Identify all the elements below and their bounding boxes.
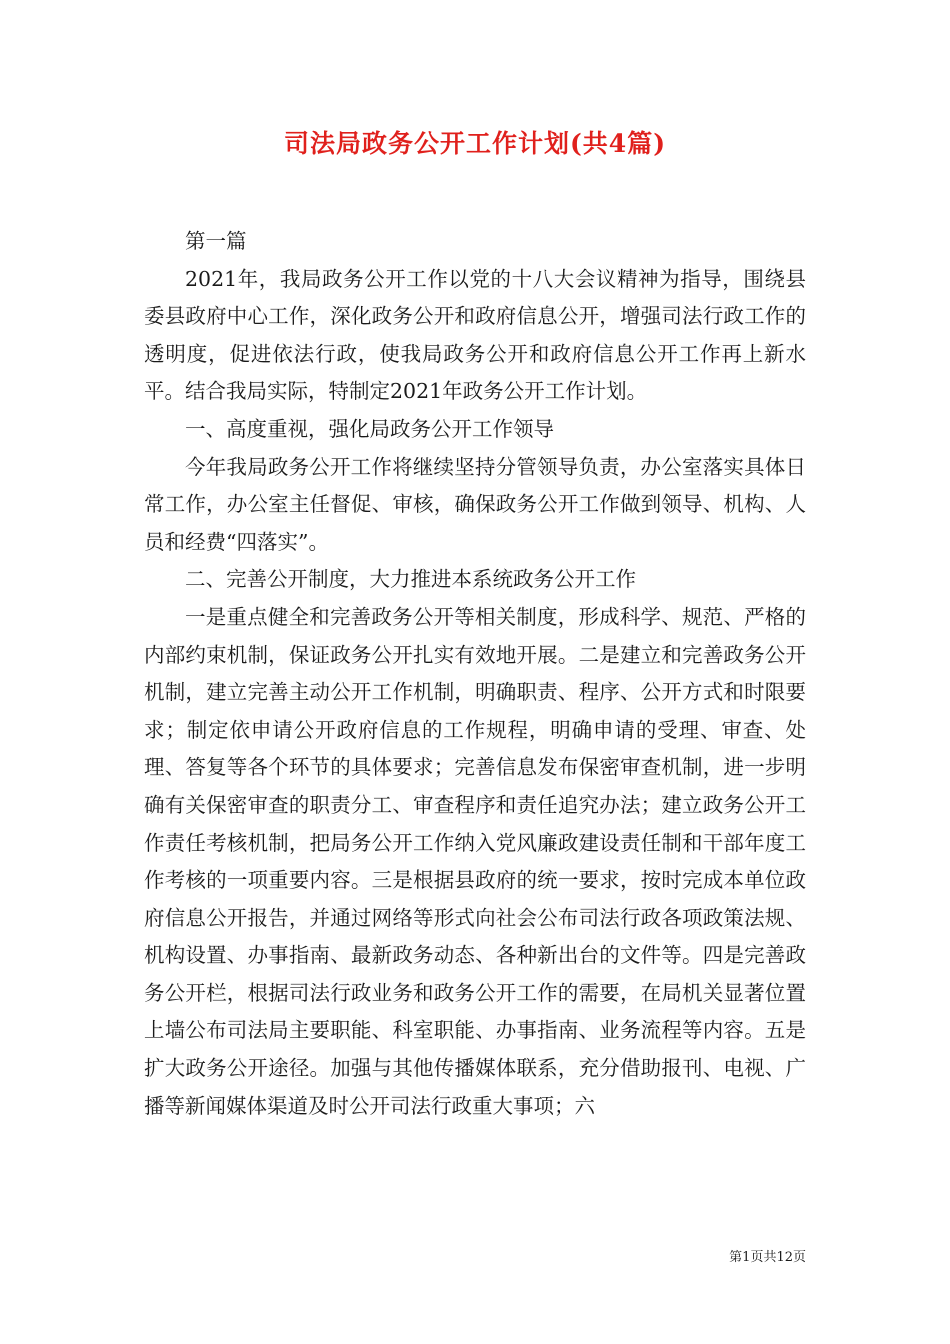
section-heading-one: 一、高度重视，强化局政务公开工作领导 (185, 416, 554, 441)
section-heading-two: 二、完善公开制度，大力推进本系统政务公开工作 (185, 567, 636, 592)
document-body (144, 223, 806, 1125)
paragraph-system: 一是重点健全和完善政务公开等相关制度，形成科学、规范、严格的内部约束机制，保证政务公开扎实有效地开展。二是建立和完善政务公开机制，建立完善主动公开工作机制，明确职责、程序、公开方式和时限要求；制定依申请公开政府信息的工作规程，明确申请的受理、审查、处理、答复等各个环节的具体要求；完善信息发布保密审查机制，进一步明确有关保密审查的职责分工、审查程序和责任追究办法；建立政务公开工作责任考核机制，把局务公开工作纳入党风廉政建设责任制和干部年度工作考核的一项重要内容。三是根据县政府的统一要求，按时完成本单位政府信息公开报告，并通过网络等形式向社会公布司法行政各项政策法规、机构设置、办事指南、最新政务动态、各种新出台的文件等。四是完善政务公开栏，根据司法行政业务和政务公开工作的需要，在局机关显著位置上墙公布司法局主要职能、科室职能、办事指南、业务流程等内容。五是扩大政务公开途径。加强与其他传播媒体联系，充分借助报刊、电视、广播等新闻媒体渠道及时公开司法行政重大事项；六 (144, 604, 806, 1118)
document-title: 司法局政务公开工作计划(共4篇) (283, 129, 667, 158)
paragraph-intro: 2021年，我局政务公开工作以党的十八大会议精神为指导，围绕县委县政府中心工作，深化政务公开和政府信息公开，增强司法行政工作的透明度，促进依法行政，使我局政务公开和政府信息公开工作再上新水平。结合我局实际，特制定2021年政务公开工作计划。 (144, 266, 806, 404)
section-heading-first: 第一篇 (185, 229, 247, 253)
paragraph-leadership: 今年我局政务公开工作将继续坚持分管领导负责，办公室落实具体日常工作，办公室主任督促、审核，确保政务公开工作做到领导、机构、人员和经费“四落实”。 (144, 454, 806, 554)
page-footer: 第1页共12页 (729, 1250, 806, 1265)
